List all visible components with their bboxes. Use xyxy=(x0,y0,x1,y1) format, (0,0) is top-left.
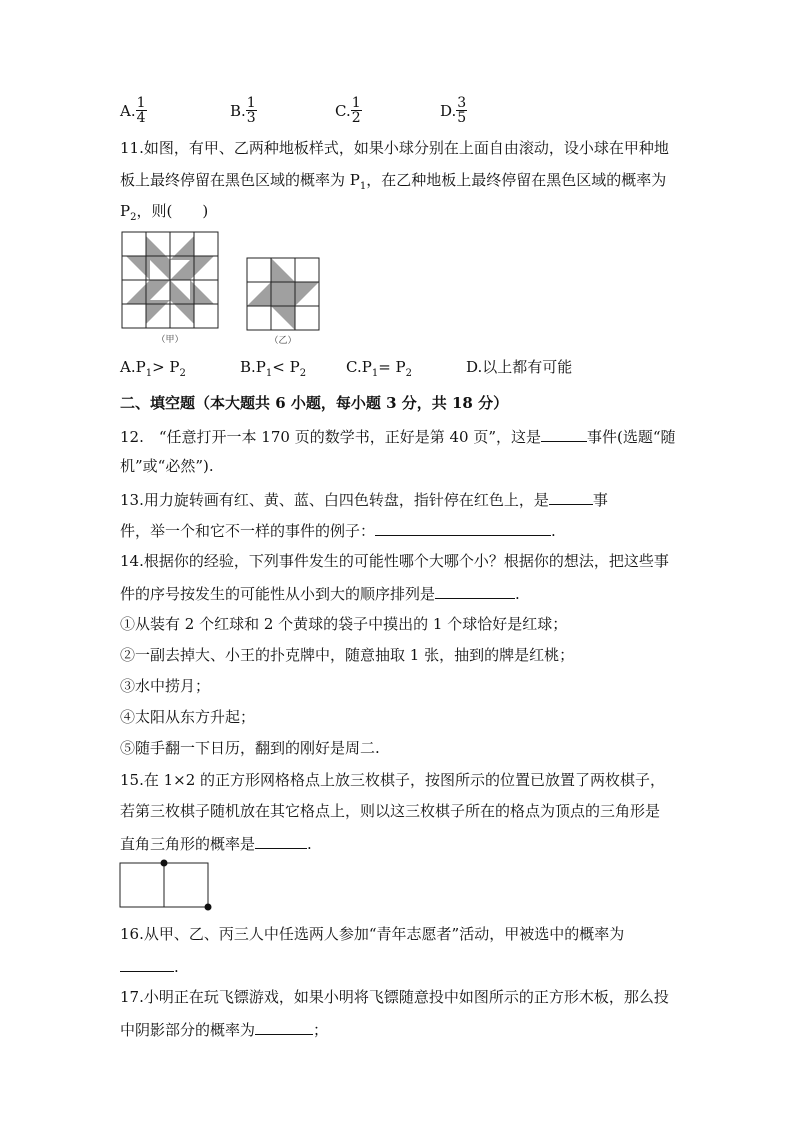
q13-line-1: 13.用力旋转画有红、黄、蓝、白四色转盘，指针停在红色上，是 事 xyxy=(120,488,608,510)
answer-blank[interactable] xyxy=(120,955,174,972)
q14-item-5: ⑤随手翻一下日历，翻到的刚好是周二. xyxy=(120,739,380,757)
q13-line-2: 件，举一个和它不一样的事件的例子： . xyxy=(120,519,556,541)
q15-line-1: 15.在 1×2 的正方形网格格点上放三枚棋子，按图所示的位置已放置了两枚棋子， xyxy=(120,771,666,789)
caption-jia: （甲） xyxy=(156,335,184,345)
answer-blank[interactable] xyxy=(375,519,551,536)
q11-line-2: 板上最终停留在黑色区域的概率为 $P_1$，在乙种地板上最终停留在黑色区域的概率为 xyxy=(120,171,667,192)
q12-line-2: 机”或“必然”). xyxy=(120,457,214,475)
q14-item-2: ②一副去掉大、小王的扑克牌中，随意抽取 1 张，抽到的牌是红桃； xyxy=(120,646,575,664)
answer-blank[interactable] xyxy=(435,582,515,599)
q11-option-d: D.以上都有可能 xyxy=(466,358,573,376)
q14-item-3: ③水中捞月； xyxy=(120,677,211,695)
q16-line-1: 16.从甲、乙、丙三人中任选两人参加“青年志愿者”活动，甲被选中的概率为 xyxy=(120,925,625,943)
q14-line-2: 件的序号按发生的可能性从小到大的顺序排列是 . xyxy=(120,582,520,604)
chess-piece-2 xyxy=(205,904,212,911)
q14-line-1: 14.根据你的经验，下列事件发生的可能性哪个大哪个小？根据你的想法，把这些事 xyxy=(120,552,669,570)
q14-item-1: ①从装有 2 个红球和 2 个黄球的袋子中摸出的 1 个球恰好是红球； xyxy=(120,615,568,633)
answer-blank[interactable] xyxy=(549,488,593,505)
q12-line-1: 12. “任意打开一本 170 页的数学书，正好是第 40 页”，这是 事件(选题“随 xyxy=(120,425,676,447)
fraction: $\frac{1}{3}$ xyxy=(246,95,256,126)
answer-blank[interactable] xyxy=(255,1018,313,1035)
q11-line-1: 11.如图，有甲、乙两种地板样式，如果小球分别在上面自由滚动，设小球在甲种地 xyxy=(120,139,669,157)
q16-line-2: . xyxy=(120,955,179,977)
q11-option-c: $C.P_1= P_2$ xyxy=(346,358,412,379)
jia-grid xyxy=(122,232,218,328)
q11-option-b: $B.P_1< P_2$ xyxy=(240,358,307,379)
q11-line-3: $P_2$，则( ) xyxy=(120,202,209,223)
floor-pattern-jia-figure xyxy=(120,230,220,346)
answer-blank[interactable] xyxy=(255,832,307,849)
q14-item-4: ④太阳从东方升起； xyxy=(120,708,256,726)
q10-option-c: C. $\frac{1}{2}$ xyxy=(335,95,361,126)
q17-line-2: 中阴影部分的概率为 ； xyxy=(120,1018,328,1040)
section-2-title: 二、填空题（本大题共 6 小题，每小题 3 分，共 18 分） xyxy=(120,394,509,412)
floor-pattern-yi-figure xyxy=(245,256,320,346)
q15-line-3: 直角三角形的概率是 . xyxy=(120,832,312,854)
q10-option-d: D. $\frac{3}{5}$ xyxy=(440,95,467,126)
grid-1x2-figure xyxy=(118,857,214,915)
q10-option-b: B. $\frac{1}{3}$ xyxy=(230,95,256,126)
chess-piece-1 xyxy=(161,860,168,867)
answer-blank[interactable] xyxy=(541,425,587,442)
yi-shaded-regions xyxy=(247,258,319,330)
q11-option-a: $A.P_1> P_2$ xyxy=(120,358,186,379)
fraction: $\frac{3}{5}$ xyxy=(457,95,467,126)
fraction: $\frac{1}{4}$ xyxy=(136,95,146,126)
caption-yi: （乙） xyxy=(269,336,297,346)
q10-option-a: A. $\frac{1}{4}$ xyxy=(120,95,146,126)
fraction: $\frac{1}{2}$ xyxy=(351,95,361,126)
q15-line-2: 若第三枚棋子随机放在其它格点上，则以这三枚棋子所在的格点为顶点的三角形是 xyxy=(120,802,661,820)
q17-line-1: 17.小明正在玩飞镖游戏，如果小明将飞镖随意投中如图所示的正方形木板，那么投 xyxy=(120,988,669,1006)
